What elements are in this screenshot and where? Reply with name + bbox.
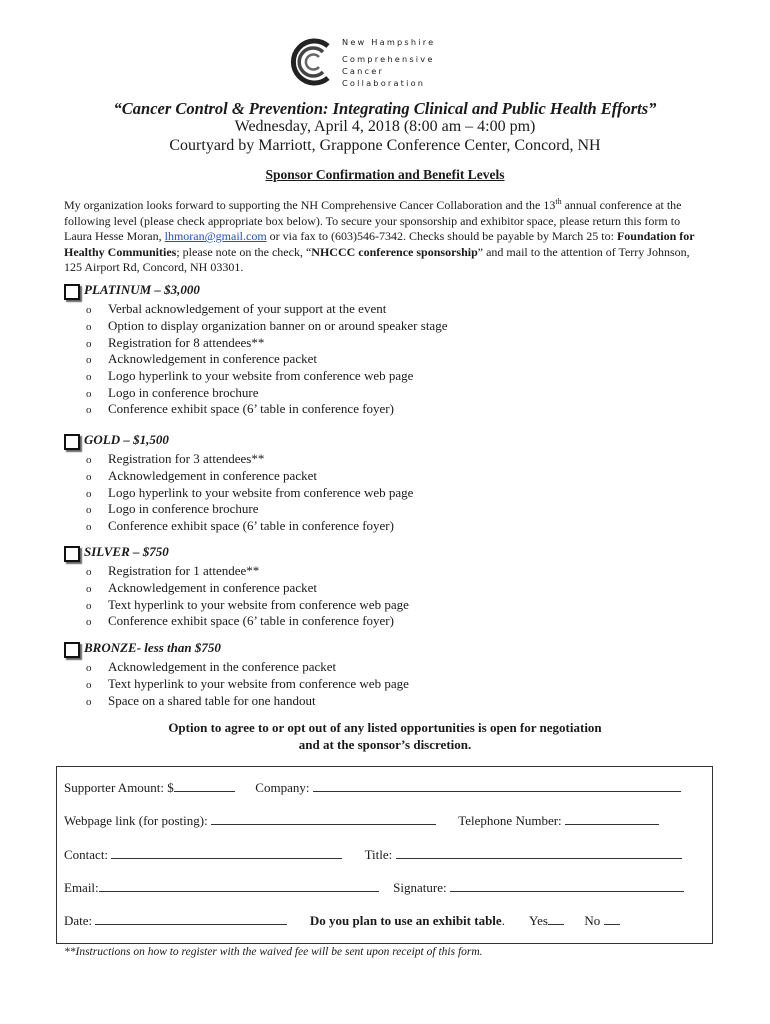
- benefit-item: [86, 580, 317, 596]
- webpage-label: Webpage link (for posting):: [64, 813, 208, 828]
- benefit-item: [86, 335, 264, 351]
- benefit-text: Conference exhibit space (6’ table in conference foyer): [108, 401, 394, 416]
- intro-text: ; please note on the check, “: [176, 244, 312, 259]
- benefit-item: [86, 351, 317, 367]
- gold-checkbox[interactable]: [64, 434, 80, 450]
- amount-label: Supporter Amount: $: [64, 780, 174, 795]
- payee-name: Foundation for Healthy Communities: [64, 229, 695, 259]
- bullet: o: [86, 454, 92, 466]
- bullet: o: [86, 504, 92, 516]
- email-label: Email:: [64, 880, 99, 895]
- form-row-webpage: [64, 813, 659, 829]
- yes-field[interactable]: [548, 913, 564, 925]
- date-field[interactable]: [95, 913, 287, 925]
- title-label: Title:: [364, 847, 393, 862]
- bullet: o: [86, 521, 92, 533]
- no-label: No: [584, 913, 601, 928]
- benefit-item: [86, 597, 409, 613]
- bronze-checkbox[interactable]: [64, 642, 80, 658]
- footnote: **Instructions on how to register with the waived fee will be sent upon receipt of this form.: [64, 946, 483, 958]
- benefit-item: [86, 368, 413, 384]
- bullet: o: [86, 600, 92, 612]
- exhibit-question: Do you plan to use an exhibit table: [309, 913, 502, 928]
- benefit-text: Registration for 1 attendee**: [108, 563, 260, 578]
- logo-line-comprehensive: Comprehensive: [342, 54, 435, 64]
- intro-text: annual conference at the following level (please check appropriate box below). To secure your sponsorship and exhibitor space, please return this form to Laura Hesse Moran,: [64, 198, 682, 243]
- company-field[interactable]: [313, 780, 681, 792]
- benefit-item: [86, 451, 264, 467]
- silver-checkbox[interactable]: [64, 546, 80, 562]
- benefit-text: Acknowledgement in conference packet: [108, 580, 317, 595]
- benefit-text: Acknowledgement in the conference packet: [108, 659, 337, 674]
- benefit-item: [86, 613, 394, 629]
- logo-line-collaboration: Collaboration: [342, 78, 426, 88]
- bullet: o: [86, 371, 92, 383]
- negotiation-note: [0, 719, 770, 753]
- benefit-text: Logo in conference brochure: [108, 501, 259, 516]
- bullet: o: [86, 696, 92, 708]
- title-field[interactable]: [396, 847, 682, 859]
- benefit-text: Logo hyperlink to your website from conference web page: [108, 485, 414, 500]
- benefit-item: [86, 468, 317, 484]
- exhibit-period: .: [501, 913, 505, 928]
- bullet: o: [86, 488, 92, 500]
- note-line: and at the sponsor’s discretion.: [298, 737, 472, 752]
- bullet: o: [86, 616, 92, 628]
- form-row-amount: [64, 780, 681, 796]
- phone-label: Telephone Number:: [458, 813, 562, 828]
- intro-paragraph: [64, 194, 704, 276]
- bullet: o: [86, 354, 92, 366]
- contact-label: Contact:: [64, 847, 109, 862]
- benefit-text: Option to display organization banner on or around speaker stage: [108, 318, 448, 333]
- bullet: o: [86, 321, 92, 333]
- level-title: SILVER – $750: [84, 544, 169, 559]
- bullet: o: [86, 404, 92, 416]
- level-title: GOLD – $1,500: [84, 432, 169, 447]
- amount-field[interactable]: [174, 780, 235, 792]
- platinum-checkbox[interactable]: [64, 284, 80, 300]
- conference-title: “Cancer Control & Prevention: Integrating Clinical and Public Health Efforts”: [113, 99, 657, 118]
- contact-field[interactable]: [111, 847, 342, 859]
- benefit-item: [86, 659, 336, 675]
- yes-label: Yes: [528, 913, 548, 928]
- benefit-text: Acknowledgement in conference packet: [108, 351, 317, 366]
- benefit-item: [86, 318, 447, 334]
- conference-venue: Courtyard by Marriott, Grappone Conference Center, Concord, NH: [169, 137, 601, 154]
- bullet: o: [86, 304, 92, 316]
- form-row-email: [64, 880, 684, 896]
- no-field[interactable]: [604, 913, 620, 925]
- logo-line-cancer: Cancer: [342, 66, 385, 76]
- bullet: o: [86, 662, 92, 674]
- benefit-item: [86, 385, 259, 401]
- contact-email-link[interactable]: lhmoran@gmail.com: [164, 229, 267, 243]
- company-label: Company:: [255, 780, 310, 795]
- benefit-item: [86, 501, 259, 517]
- benefit-item: [86, 401, 394, 417]
- phone-field[interactable]: [565, 813, 659, 825]
- signature-label: Signature:: [393, 880, 447, 895]
- note-line: Option to agree to or opt out of any listed opportunities is open for negotiation: [168, 720, 602, 735]
- bullet: o: [86, 471, 92, 483]
- check-memo: NHCCC conference sponsorship: [311, 244, 478, 259]
- benefit-text: Acknowledgement in conference packet: [108, 468, 317, 483]
- benefit-item: [86, 676, 409, 692]
- logo-line-state: New Hampshire: [342, 37, 436, 47]
- benefit-text: Registration for 3 attendees**: [108, 451, 265, 466]
- benefit-item: [86, 693, 316, 709]
- benefit-text: Logo hyperlink to your website from conference web page: [108, 368, 414, 383]
- date-label: Date:: [64, 913, 93, 928]
- benefit-item: [86, 563, 259, 579]
- bullet: o: [86, 583, 92, 595]
- benefit-item: [86, 518, 394, 534]
- benefit-text: Conference exhibit space (6’ table in conference foyer): [108, 613, 394, 628]
- section-heading: Sponsor Confirmation and Benefit Levels: [265, 167, 505, 182]
- bullet: o: [86, 679, 92, 691]
- form-row-date: [64, 913, 620, 929]
- signature-field[interactable]: [450, 880, 684, 892]
- bullet: o: [86, 566, 92, 578]
- benefit-text: Text hyperlink to your website from conference web page: [108, 676, 409, 691]
- intro-text: ” and mail to the attention of Terry Johnson, 125 Airport Rd, Concord, NH 03301.: [64, 244, 690, 274]
- bullet: o: [86, 388, 92, 400]
- benefit-item: [86, 485, 413, 501]
- conference-date: Wednesday, April 4, 2018 (8:00 am – 4:00 pm): [234, 118, 536, 135]
- intro-text: My organization looks forward to supporting the NH Comprehensive Cancer Collaboration and the 13: [64, 198, 556, 212]
- benefit-item: [86, 301, 386, 317]
- intro-text: or via fax to (603)546-7342. Checks should be payable by March 25 to:: [266, 229, 617, 243]
- webpage-field[interactable]: [211, 813, 436, 825]
- intro-superscript: th: [555, 197, 562, 206]
- sponsor-form: [56, 766, 713, 944]
- level-title: PLATINUM – $3,000: [84, 282, 200, 297]
- nhccc-logo-icon: [288, 38, 334, 86]
- level-title: BRONZE- less than $750: [84, 640, 221, 655]
- benefit-text: Text hyperlink to your website from conference web page: [108, 597, 409, 612]
- form-row-contact: [64, 847, 682, 863]
- benefit-text: Conference exhibit space (6’ table in conference foyer): [108, 518, 394, 533]
- benefit-text: Registration for 8 attendees**: [108, 335, 265, 350]
- benefit-text: Logo in conference brochure: [108, 385, 259, 400]
- email-field[interactable]: [99, 880, 379, 892]
- benefit-text: Verbal acknowledgement of your support at the event: [108, 301, 387, 316]
- bullet: o: [86, 338, 92, 350]
- benefit-text: Space on a shared table for one handout: [108, 693, 316, 708]
